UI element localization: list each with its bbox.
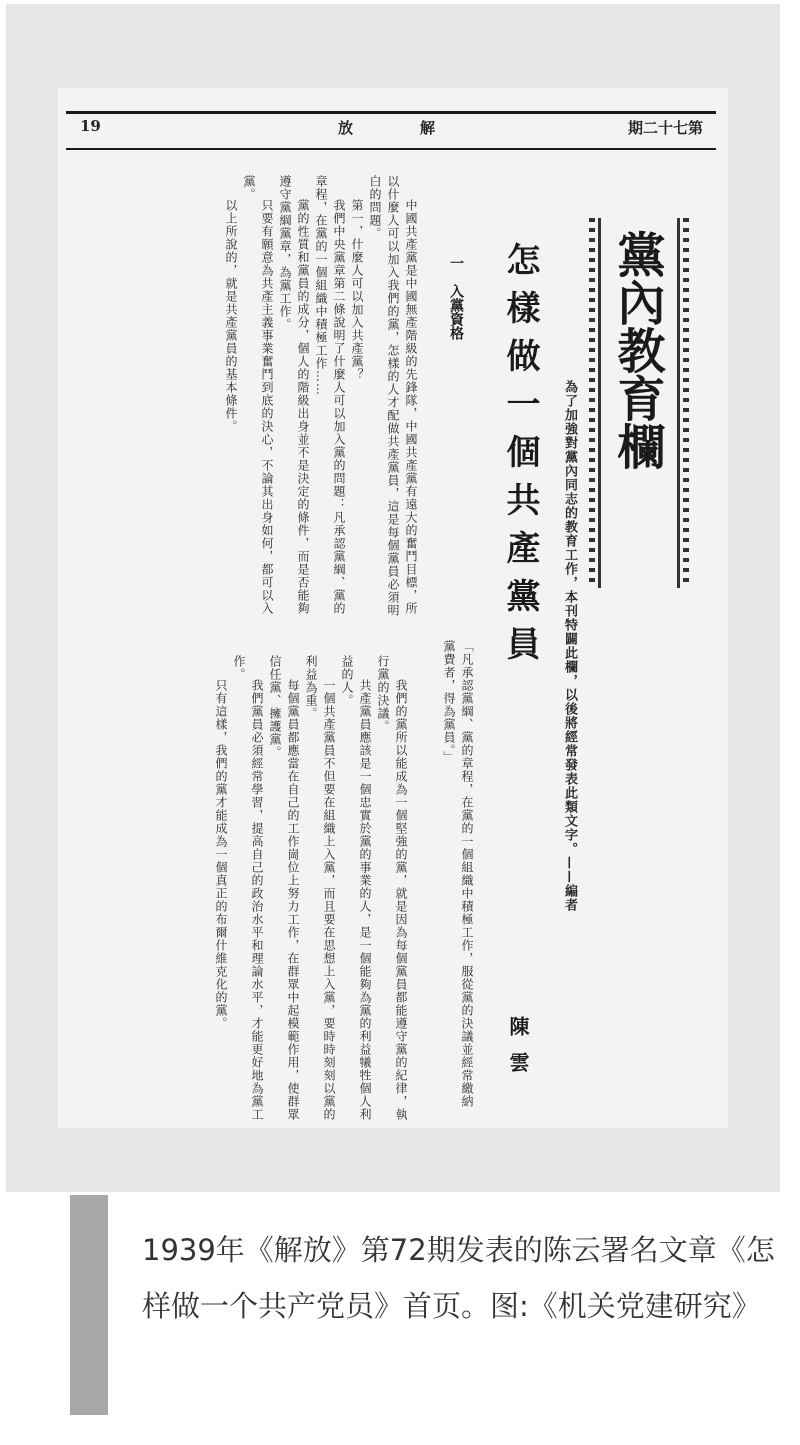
caption-accent-bar <box>70 1195 108 1415</box>
paragraph: 我們黨員必須經常學習，提高自己的政治水平和理論水平，才能更好地為黨工作。 <box>232 655 264 1121</box>
article-author: 陳雲 <box>506 1016 530 1088</box>
quoted-clause: 「凡承認黨綱、黨的章程，在黨的一個組織中積極工作，服從黨的決議並經常繳納黨費者，得為黨員。」 <box>442 640 474 1108</box>
body-upper <box>70 175 420 625</box>
paragraph: 一個共產黨員不但要在組織上入黨，而且要在思想上入黨，要時時刻刻以黨的利益為重。 <box>304 655 336 1121</box>
paragraph: 只要有願意為共產主義事業奮鬥到底的決心，不論其出身如何，都可以入黨。 <box>242 175 274 615</box>
paragraph: 黨的性質和黨員的成分，個人的階級出身並不是決定的條件，而是否能夠遵守黨綱黨章，為黨工作。 <box>278 175 310 615</box>
page-number: 19 <box>80 117 101 135</box>
paragraph: 我們的黨所以能成為一個堅強的黨，就是因為每個黨員都能遵守黨的紀律，執行黨的決議。 <box>376 655 408 1121</box>
column-intro: 為了加強對黨內同志的教育工作，本刊特闢此欄，以後將經常發表此類文字。——編者 <box>562 380 577 912</box>
image-caption: 1939年《解放》第72期发表的陈云署名文章《怎样做一个共产党员》首页。图:《机关党建研究》 <box>142 1233 775 1323</box>
paragraph: 中國共產黨是中國無產階級的先鋒隊，中國共產黨有遠大的奮鬥目標，所以什麼人可以加入我們的黨，怎樣的人才配做共產黨員，這是每個黨員必須明白的問題。 <box>368 175 418 617</box>
header-rule-bottom <box>66 148 716 150</box>
paragraph: 每個黨員都應當在自己的工作崗位上努力工作，在群眾中起模範作用，使群眾信任黨、擁護黨。 <box>268 655 300 1121</box>
section-heading: 一 入黨資格 <box>448 256 464 340</box>
paragraph: 我們中央黨章第二條說明了什麼人可以加入黨的問題：凡承認黨綱、黨的章程，在黨的一個組織中積極工作…… <box>314 175 346 615</box>
paragraph: 只有這樣，我們的黨才能成為一個真正的布爾什維克化的黨。 <box>214 679 228 1030</box>
paragraph: 以上所說的，就是共產黨員的基本條件。 <box>224 199 238 433</box>
paragraph: 共產黨員應該是一個忠實於黨的事業的人，是一個能夠為黨的利益犧牲個人利益的人。 <box>340 655 372 1121</box>
masthead-char-a: 放 <box>338 119 354 137</box>
header-rule-top <box>66 111 716 114</box>
body-lower <box>70 655 410 1125</box>
paragraph: 第一，什麼人可以加入共產黨？ <box>350 199 364 381</box>
issue-number: 期二十七第 <box>628 119 704 137</box>
masthead-char-b: 解 <box>420 119 436 137</box>
article-title: 怎樣做一個共產黨員 <box>500 242 540 674</box>
column-name: 黨內教育欄 <box>609 230 665 470</box>
